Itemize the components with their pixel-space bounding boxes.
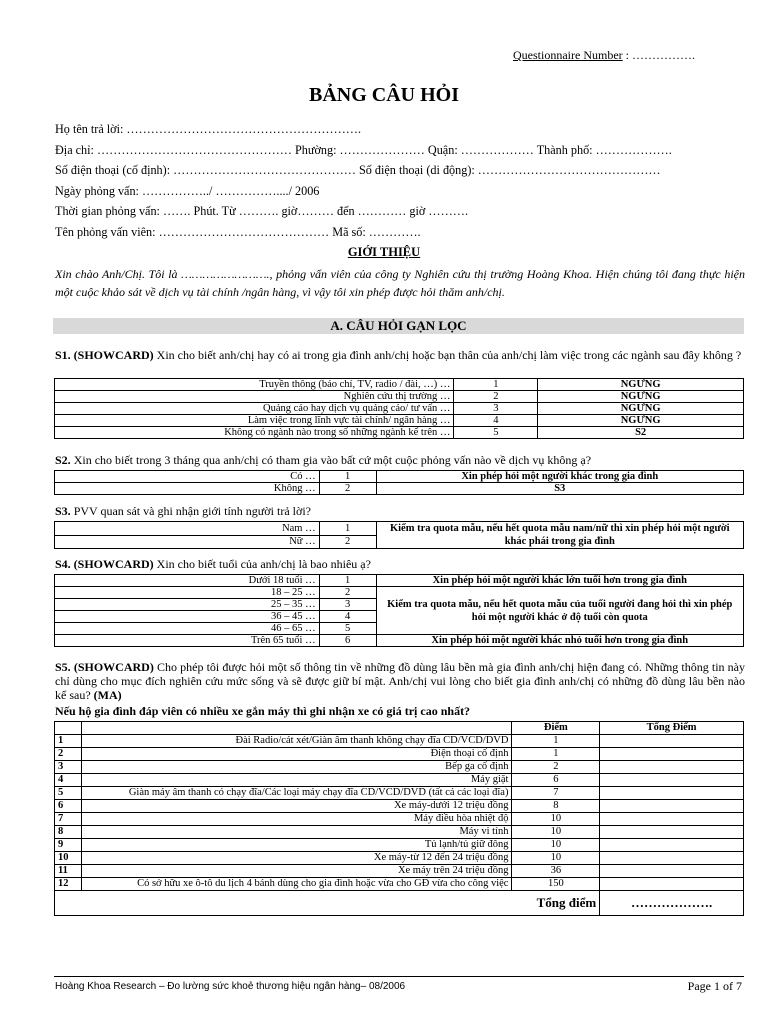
field-interview-date: Ngày phỏng vấn: ……………../ ……………..../ 2006 (55, 183, 320, 198)
s5-note: Nếu hộ gia đình đáp viên có nhiều xe gắn máy thì ghi nhận xe có giá trị cao nhất? (55, 704, 471, 718)
s5-text: Cho phép tôi được hỏi một số thông tin về những đồ dùng lâu bền mà gia đình anh/chị hiện đang có. Những thông tin này chỉ dùng cho mục đích nghiên cứu mức sống và sẽ được giữ bí mật. Anh/chị vui lòng cho biết gia đình anh/chị có những đồ dùng lâu bền nào kể sau? (55, 660, 746, 702)
footer-page-number: Page 1 of 7 (687, 979, 742, 993)
s5-item-row (55, 774, 744, 787)
s2-code: S2. (55, 453, 71, 467)
s5-item-row (55, 761, 744, 774)
s5-item-label: Tủ lạnh/tủ giữ đông (81, 839, 512, 852)
s2-question (55, 453, 745, 467)
s4-option-label: 36 – 45 … (55, 611, 320, 623)
s4-code: S4. (SHOWCARD) (55, 557, 154, 571)
s2-option (55, 483, 744, 495)
s4-option-code[interactable]: 3 (319, 599, 376, 611)
s5-ma: (MA) (93, 688, 122, 702)
s2-text: Xin cho biết trong 3 tháng qua anh/chị có tham gia vào bất cứ một cuộc phỏng vấn nào về dịch vụ không ạ? (70, 453, 592, 467)
s5-item-points[interactable]: 150 (512, 878, 600, 891)
s5-total-row (55, 891, 744, 916)
s5-item-label: Xe máy-dưới 12 triệu đồng (81, 800, 512, 813)
s5-item-number: 9 (55, 839, 82, 852)
s1-option-action: NGƯNG (538, 391, 744, 403)
s5-item-number: 5 (55, 787, 82, 800)
s5-item-number: 2 (55, 748, 82, 761)
s5-item-total-cell[interactable] (600, 826, 744, 839)
s2-option (55, 471, 744, 483)
s5-item-label: Điện thoại cố định (81, 748, 512, 761)
s5-item-number: 11 (55, 865, 82, 878)
s5-item-number: 1 (55, 735, 82, 748)
s3-question (55, 504, 745, 518)
s1-option-label: Nghiên cứu thị trường … (55, 391, 454, 403)
s1-option (55, 403, 744, 415)
s5-item-row (55, 800, 744, 813)
s1-option (55, 391, 744, 403)
s5-item-total-cell[interactable] (600, 839, 744, 852)
respondent-fields (55, 122, 745, 245)
s5-item-label: Bếp ga cố định (81, 761, 512, 774)
s5-item-number: 8 (55, 826, 82, 839)
s5-item-total-cell[interactable] (600, 852, 744, 865)
s2-option-code[interactable]: 2 (319, 483, 376, 495)
s4-option-label: Dưới 18 tuổi … (55, 575, 320, 587)
s5-item-label: Giàn máy âm thanh có chạy đĩa/Các loại máy chạy đĩa CD/VCD/DVD (tất cả các loại đĩa) (81, 787, 512, 800)
s5-item-total-cell[interactable] (600, 761, 744, 774)
s4-option-label: 25 – 35 … (55, 599, 320, 611)
s5-item-points[interactable]: 36 (512, 865, 600, 878)
s5-item-label: Máy điều hòa nhiệt độ (81, 813, 512, 826)
field-respondent-name: Họ tên trả lời: …………………………………………………. (55, 122, 362, 136)
s5-item-number: 10 (55, 852, 82, 865)
s5-item-label: Máy vi tính (81, 826, 512, 839)
s1-option-action: NGƯNG (538, 379, 744, 391)
s5-item-label: Có sở hữu xe ô-tô du lịch 4 bánh dùng cho gia đình hoặc vừa cho GĐ vừa cho công việc (81, 878, 512, 891)
s4-table (54, 574, 744, 647)
s1-option-code[interactable]: 2 (454, 391, 538, 403)
s4-action-mid: Kiểm tra quota mẫu, nếu hết quota mẫu của tuổi người đang hỏi thì xin phép hỏi một người khác ở độ tuổi còn quota (376, 587, 743, 635)
s5-header-points: Điểm (512, 722, 600, 735)
s5-item-number: 7 (55, 813, 82, 826)
s5-total-label: Tổng điểm (55, 891, 600, 916)
s5-item-label: Xe máy trên 24 triệu đồng (81, 865, 512, 878)
s5-item-points[interactable]: 10 (512, 826, 600, 839)
intro-text: Xin chào Anh/Chị. Tôi là ……………………., phỏng vấn viên của công ty Nghiên cứu thị trường Hoàng Khoa. Hiện chúng tôi đang thực hiện một cuộc khảo sát về dịch vụ tài chính /ngân hàng, vì vậy tôi xin phép được hỏi thăm anh/chị. (55, 267, 745, 299)
s1-option-action: NGƯNG (538, 403, 744, 415)
s4-option-label: 18 – 25 … (55, 587, 320, 599)
s5-item-row (55, 878, 744, 891)
s5-item-points[interactable]: 1 (512, 748, 600, 761)
s5-item-points[interactable]: 7 (512, 787, 600, 800)
s1-option-code[interactable]: 3 (454, 403, 538, 415)
s1-option (55, 415, 744, 427)
s1-question (55, 348, 745, 362)
s5-item-total-cell[interactable] (600, 865, 744, 878)
s1-option-code[interactable]: 1 (454, 379, 538, 391)
s1-option-label: Truyền thông (báo chí, TV, radio / đài, …) … (55, 379, 454, 391)
s3-option-code[interactable]: 2 (319, 535, 376, 549)
s5-item-label: Đài Radio/cát xét/Giàn âm thanh không chạy đĩa CD/VCD/DVD (81, 735, 512, 748)
s4-option-code[interactable]: 1 (319, 575, 376, 587)
s4-question (55, 557, 745, 571)
s1-code: S1. (SHOWCARD) (55, 348, 154, 362)
s5-header-blank (81, 722, 512, 735)
s4-option (55, 575, 744, 587)
s3-text: PVV quan sát và ghi nhận giới tính người trả lời? (70, 504, 311, 518)
footer-divider (54, 976, 744, 977)
s5-item-total-cell[interactable] (600, 800, 744, 813)
intro-heading: GIỚI THIỆU (347, 245, 421, 259)
s5-item-total-cell[interactable] (600, 787, 744, 800)
field-interviewer: Tên phỏng vấn viên: …………………………………… Mã số: …………. (55, 224, 421, 239)
s1-text: Xin cho biết anh/chị hay có ai trong gia đình anh/chị hoặc bạn thân của anh/chị làm việc trong các ngành sau đây không ? (153, 348, 742, 362)
s1-option-label: Làm việc trong lĩnh vực tài chính/ ngân hàng … (55, 415, 454, 427)
s5-item-total-cell[interactable] (600, 878, 744, 891)
s5-code: S5. (SHOWCARD) (55, 660, 154, 674)
s1-option-code[interactable]: 5 (454, 427, 538, 439)
s5-question (55, 660, 745, 702)
s5-item-row (55, 748, 744, 761)
s4-option-label: 46 – 65 … (55, 623, 320, 635)
s1-option-code[interactable]: 4 (454, 415, 538, 427)
s5-item-total-cell[interactable] (600, 735, 744, 748)
s3-option-label: Nữ … (55, 535, 320, 549)
s4-option-code[interactable]: 5 (319, 623, 376, 635)
s5-item-row (55, 839, 744, 852)
s5-item-number: 6 (55, 800, 82, 813)
field-phone: Số điện thoại (cố định): ……………………………………… Số điện thoại (di động): ……………………………………… (55, 163, 661, 177)
s1-option-action: NGƯNG (538, 415, 744, 427)
s4-action-young: Xin phép hỏi một người khác lớn tuổi hơn trong gia đình (376, 575, 743, 587)
s5-item-points[interactable]: 10 (512, 852, 600, 865)
s5-item-points[interactable]: 10 (512, 839, 600, 852)
s2-option-label: Có … (55, 471, 320, 483)
s1-table (54, 378, 744, 439)
questionnaire-number-label: Questionnaire Number (513, 48, 623, 62)
s5-item-total-cell[interactable] (600, 748, 744, 761)
s4-option-code[interactable]: 4 (319, 611, 376, 623)
s2-option-code[interactable]: 1 (319, 471, 376, 483)
s1-option (55, 427, 744, 439)
s5-total-value[interactable]: ………………. (600, 891, 744, 916)
s1-option (55, 379, 744, 391)
s5-item-total-cell[interactable] (600, 813, 744, 826)
footer-left-text: Hoàng Khoa Research – Đo lường sức khoẻ thương hiệu ngân hàng– 08/2006 (55, 981, 406, 992)
s5-item-label: Xe máy-từ 12 đến 24 triệu đồng (81, 852, 512, 865)
s2-table (54, 470, 744, 495)
s4-option (55, 635, 744, 647)
s5-item-number: 12 (55, 878, 82, 891)
s3-option-label: Nam … (55, 522, 320, 536)
s1-option-action: S2 (538, 427, 744, 439)
s3-action: Kiểm tra quota mẫu, nếu hết quota mẫu nam/nữ thì xin phép hỏi một người khác phái trong gia đình (376, 522, 743, 549)
questionnaire-number (513, 48, 695, 63)
s5-item-row (55, 852, 744, 865)
s1-option-label: Quảng cáo hay dịch vụ quảng cáo/ tư vấn … (55, 403, 454, 415)
s5-item-row (55, 735, 744, 748)
s5-item-row (55, 826, 744, 839)
s2-option-action: S3 (376, 483, 743, 495)
s5-item-row (55, 787, 744, 800)
s4-option-code[interactable]: 2 (319, 587, 376, 599)
s5-header-blank (55, 722, 82, 735)
s5-item-row (55, 813, 744, 826)
s4-option (55, 587, 744, 599)
field-interview-time: Thời gian phỏng vấn: ……. Phút. Từ ………. giờ……… đến ………… giờ ………. (55, 204, 468, 218)
s5-item-points[interactable]: 2 (512, 761, 600, 774)
field-address: Địa chỉ: ………………………………………… Phường: ………………… Quận: ……………… Thành phố: ………………. (55, 142, 672, 157)
s3-option-code[interactable]: 1 (319, 522, 376, 536)
questionnaire-number-value: : ……………. (622, 48, 695, 62)
s4-text: Xin cho biết tuổi của anh/chị là bao nhiêu ạ? (153, 557, 371, 571)
s3-table (54, 521, 744, 549)
s5-item-total-cell[interactable] (600, 774, 744, 787)
section-a-title: A. CÂU HỎI GẠN LỌC (53, 318, 744, 334)
s1-option-label: Không có ngành nào trong số những ngành kể trên … (55, 427, 454, 439)
s5-header-row (55, 722, 744, 735)
s3-code: S3. (55, 504, 71, 518)
s4-action-old: Xin phép hỏi một người khác nhỏ tuổi hơn trong gia đình (376, 635, 743, 647)
s5-item-number: 3 (55, 761, 82, 774)
s5-header-total: Tổng Điểm (600, 722, 744, 735)
page-title: BẢNG CÂU HỎI (308, 84, 459, 106)
s5-item-points[interactable]: 6 (512, 774, 600, 787)
s5-item-points[interactable]: 1 (512, 735, 600, 748)
s4-option-label: Trên 65 tuổi … (55, 635, 320, 647)
s4-option-code[interactable]: 6 (319, 635, 376, 647)
s3-option (55, 522, 744, 536)
s5-table (54, 721, 744, 916)
s2-option-action: Xin phép hỏi một người khác trong gia đình (376, 471, 743, 483)
s5-item-points[interactable]: 8 (512, 800, 600, 813)
s5-item-row (55, 865, 744, 878)
s5-item-label: Máy giặt (81, 774, 512, 787)
s2-option-label: Không … (55, 483, 320, 495)
s5-item-number: 4 (55, 774, 82, 787)
s5-item-points[interactable]: 10 (512, 813, 600, 826)
